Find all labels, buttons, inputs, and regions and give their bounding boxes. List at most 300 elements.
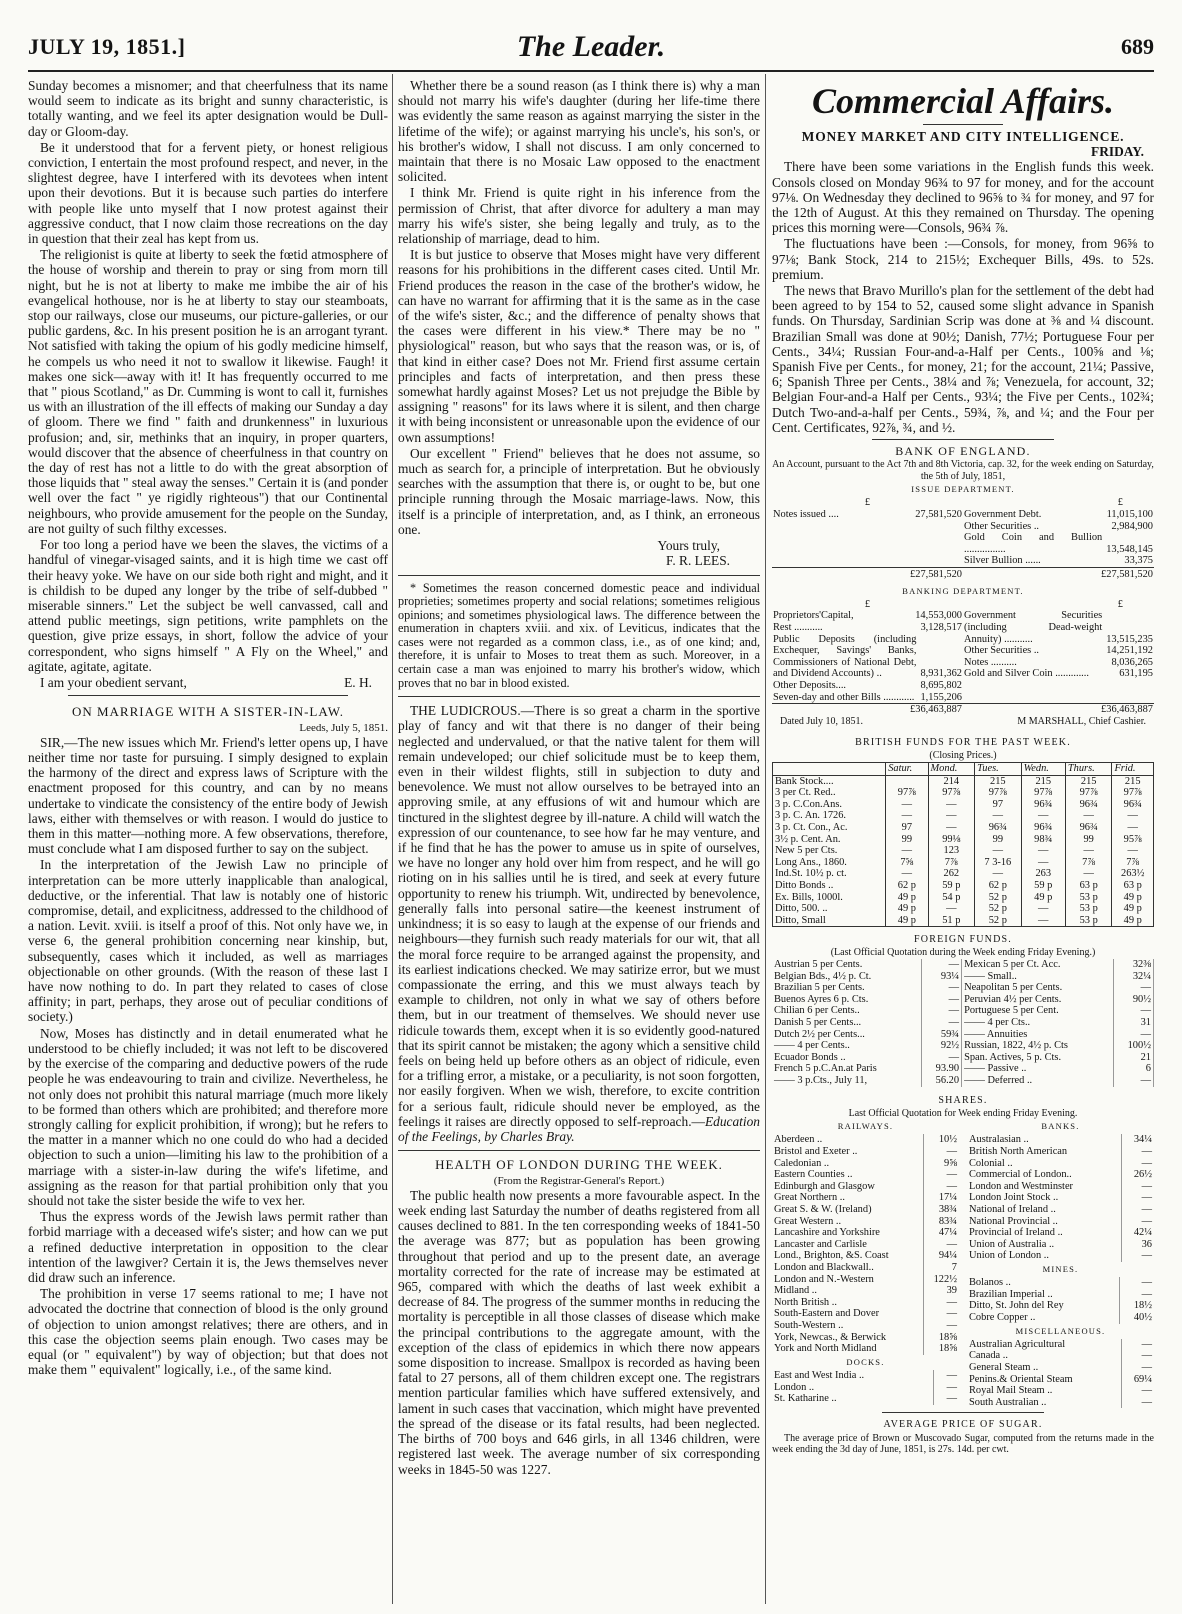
fund-price: — [1114, 1029, 1154, 1041]
table-row [772, 1216, 959, 1228]
table-row [967, 1204, 1154, 1216]
fund-name: Neapolitan 5 per Cents. [962, 982, 1114, 994]
column-rule [392, 74, 393, 1604]
fund-name: —— 4 per Cts.. [962, 1017, 1114, 1029]
price-cell: 49 p [1021, 892, 1065, 904]
share-name: Aberdeen .. [774, 1134, 823, 1146]
table-row [772, 1382, 959, 1394]
price-cell: 97⅞ [975, 787, 1022, 799]
table-heading: BANK OF ENGLAND. [895, 444, 1031, 459]
price-cell: 99⅛ [928, 834, 975, 846]
table-row [772, 1181, 959, 1193]
fund-name: —— Deferred .. [962, 1075, 1114, 1087]
column-header: Frid. [1112, 762, 1154, 775]
ledger-label: Government Securities (including Dead-weight Annuity) ........... [964, 610, 1103, 645]
price-cell: 54 p [928, 892, 975, 904]
shares-group-label: DOCKS. [846, 1356, 885, 1367]
paragraph: Whether there be a sound reason (as I think there is) why a man should not marry his wife's daughter (during her life-time there was evidently the same reason as against marrying the sister in the lifetime of the wife); or against marrying his uncle's, his son's, or his brother's widow, I shall not discuss. I am only concerned to maintain that there is no Mosaic Law opposed to the enactment solicited. [398, 78, 760, 185]
paragraph: For too long a period have we been the slaves, the victims of a handful of vinegar-visaged saints, and it is high time we cast off their heavy yoke. We have on our side both right and might, and it is childish to be duped any longer by the tribe of self-dubbed " miserable sinners." Let the subject be well canvassed, call and attend public meetings, sign petitions, write pamphlets on the question, give prize essays, in short, follow the advice of your correspondent, who signs himself " A Fly on the Wheel," and agitate, agitate, agitate. [28, 537, 388, 674]
table-row [772, 1169, 959, 1181]
share-price: 10½ [924, 1134, 959, 1146]
price-cell: — [928, 903, 975, 915]
paragraph: In the interpretation of the Jewish Law no principle of interpretation can be more utterly inapplicable than analogical, deductive, or the inferential. That law is notably one of historic compromise, detail, and explicitness, addressed to the childhood of a nation. Levit. xviii. is itself a proof of this. Not only have we, in verse 6, the general prohibition concerning near kinship, but, subsequently, cases which it included, as well as marriages objectionable on other grounds. (With the reason of these last I have now nothing to do. In part they related to cases of close affinity; in part, perhaps, they arose out of peculiar conditions of society.) [28, 857, 388, 1025]
foreign-funds-table [772, 959, 1154, 1087]
article-subheading: (From the Registrar-General's Report.) [493, 1175, 665, 1188]
share-price: — [924, 1320, 959, 1332]
fund-price: 56.20 [922, 1075, 962, 1087]
share-name: Lancaster and Carlisle [774, 1238, 867, 1250]
column-header: Satur. [886, 762, 928, 775]
fund-name: —— Small.. [962, 971, 1114, 983]
share-name: Royal Mail Steam .. [969, 1385, 1053, 1397]
ledger-value: 13,548,145 [1106, 543, 1153, 555]
fund-name: Span. Actives, 5 p. Cts. [962, 1052, 1114, 1064]
column-header [773, 762, 886, 775]
fund-price: 32⅜ [1114, 959, 1154, 971]
share-name: North British .. [774, 1296, 837, 1308]
share-price: — [1122, 1397, 1154, 1409]
table-row [967, 1146, 1154, 1158]
table-row [772, 982, 1154, 994]
share-name: Bolanos .. [969, 1277, 1011, 1289]
price-cell: 53 p [1065, 903, 1112, 915]
share-name: Union of London .. [969, 1250, 1049, 1262]
table-row [772, 1005, 1154, 1017]
table-row [772, 1274, 959, 1286]
fund-price: 93¼ [922, 971, 962, 983]
price-cell: 96¾ [1065, 799, 1112, 811]
table-row [772, 1146, 959, 1158]
share-price: 7 [924, 1262, 959, 1274]
article-heading: ON MARRIAGE WITH A SISTER-IN-LAW. [71, 704, 345, 720]
docks-list [772, 1370, 959, 1405]
price-cell: 97⅞ [1065, 787, 1112, 799]
stock-name: Ditto Bonds .. [773, 880, 886, 892]
price-cell: 215 [1065, 775, 1112, 787]
share-name: Australasian .. [969, 1134, 1029, 1146]
fund-name: Belgian Bds., 4½ p. Ct. [772, 971, 922, 983]
price-cell: 49 p [1112, 915, 1154, 927]
share-price: 69¼ [1122, 1374, 1154, 1386]
share-name: Penins.& Oriental Steam [969, 1373, 1073, 1385]
share-price: 26½ [1122, 1169, 1154, 1181]
table-row [773, 880, 1154, 892]
ledger-row [964, 668, 1153, 680]
ledger-value: 8,036,265 [1111, 656, 1153, 668]
table-row [967, 1362, 1154, 1374]
share-price: 9⅝ [924, 1158, 959, 1170]
price-cell: 62 p [975, 880, 1022, 892]
share-price: — [924, 1181, 959, 1193]
fund-price: 32¼ [1114, 971, 1154, 983]
price-cell: — [1065, 845, 1112, 857]
fund-price: 92½ [922, 1040, 962, 1052]
share-price: 122½ [924, 1274, 959, 1286]
share-name: London and Blackwall.. [774, 1261, 874, 1273]
share-name: London .. [774, 1381, 815, 1393]
ledger-label: Seven-day and other Bills ............ [773, 691, 915, 703]
ledger-label: Other Securities .. [964, 645, 1040, 657]
ledger-label: Other Deposits.... [773, 679, 847, 691]
table-row [773, 845, 1154, 857]
pound-sign: £ [864, 497, 871, 509]
divider [923, 124, 1003, 125]
price-cell: 97⅞ [1112, 787, 1154, 799]
stock-name: Ind.St. 10½ p. ct. [773, 868, 886, 880]
signature-valediction: Yours truly, [657, 538, 720, 554]
table-row [773, 892, 1154, 904]
share-name: Bristol and Exeter .. [774, 1146, 858, 1158]
stock-name: 3 p. Ct. Con., Ac. [773, 822, 886, 834]
price-cell: 96¾ [1112, 799, 1154, 811]
paragraph: Thus the express words of the Jewish laws permit rather than forbid marriage with a deceased wife's sister; and how can we put a refined deductive interpretation in opposition to the clear intention of the lawgiver? Certain it is, the Jews themselves never did draw such an inference. [28, 1209, 388, 1285]
fund-name: Peruvian 4½ per Cents. [962, 994, 1114, 1006]
table-row [967, 1227, 1154, 1239]
ledger-value: 13,515,235 [1106, 633, 1153, 645]
fund-name: Portuguese 5 per Cent. [962, 1005, 1114, 1017]
share-price: — [1122, 1158, 1154, 1170]
table-row [772, 1308, 959, 1320]
ledger-label: Other Securities .. [964, 520, 1040, 532]
ledger-row [964, 521, 1153, 533]
stock-name: Bank Stock.... [773, 775, 886, 787]
fund-price: — [1114, 982, 1154, 994]
table-row [772, 1063, 1154, 1075]
table-row [772, 1158, 959, 1170]
fund-name: Russian, 1822, 4½ p. Cts [962, 1040, 1114, 1052]
letter-signature [28, 675, 388, 690]
paragraph: Now, Moses has distinctly and in detail enumerated what he understood to be chiefly included; it was not left to be discovered by the exercise of the comparing and deductive powers of the rude people he was endeavouring to train and civilize. Nevertheless, he not only does not prohibit this natural marriage (much more likely to be formed than others which are prohibited; and therefore more strongly calling for explicit prohibition, if wrong); but he refers to the matter in a manner which no one could do who had a decided objection to such a union—limiting his law to the prohibition of a marriage with a sister-in-law during the wife's lifetime, and assigning as the reason for that partial prohibition only that you should not take the sister beside the wife to vex her. [28, 1025, 388, 1208]
liabilities-list [773, 610, 962, 703]
table-row [772, 994, 1154, 1006]
price-cell: — [1021, 857, 1065, 869]
price-cell: — [886, 868, 928, 880]
price-cell: 123 [928, 845, 975, 857]
price-cell: 49 p [886, 915, 928, 927]
share-name: Great Western .. [774, 1215, 842, 1227]
ledger-value: 33,375 [1124, 555, 1153, 567]
shares-table [772, 1119, 1154, 1408]
ledger-label: Government Debt. [964, 509, 1042, 521]
paragraph: The prohibition in verse 17 seems rational to me; I have not advocated the doctrine that connection of blood is the only ground of objection to union amongst relatives; there are others, and in this case the objection seems plain enough. Two cases may be equal (or " equivalent") by way of objection; but that does not make them " equivalent" logically, i.e., of the same kind. [28, 1286, 388, 1378]
price-cell: — [1021, 810, 1065, 822]
price-cell: 52 p [975, 915, 1022, 927]
stock-name: 3½ p. Cent. An. [773, 834, 886, 846]
share-name: St. Katharine .. [774, 1393, 837, 1405]
price-cell: 49 p [886, 903, 928, 915]
table-row [772, 971, 1154, 983]
share-name: East and West India .. [774, 1369, 865, 1381]
share-price: — [1122, 1385, 1154, 1397]
ledger-row [773, 692, 962, 704]
column-1 [28, 78, 388, 1378]
paragraph: It is but justice to observe that Moses might have very different reasons for his prohibitions in the different cases cited. Until Mr. Friend produces the reason in the case of the brother's widow, he can have no warrant for affirming that it is the same as in the case of the wife's sister, &c.; and the difference of penalty shows that the cases were different in his view.* There may be no " physiological" reason, but who says that the reason was, or is, of that kind in either case? Does not Mr. Friend first assume certain principles and facts of interpretation, and then press these somewhat hardly against Moses? Let us not prejudge the Bible by assigning " reasons" for its laws where it is silent, and then charge it with being inconsistent or unreasonable upon the evidence of our own assumptions! [398, 247, 760, 445]
pound-sign: £ [1117, 497, 1123, 509]
table-intro: An Account, pursuant to the Act 7th and 8th Victoria, cap. 32, for the week ending on Saturday, the 5th of July, 1851, [772, 459, 1154, 482]
table-row [772, 1052, 1154, 1064]
paragraph: There have been some variations in the English funds this week. Consols closed on Monday 96¾ to 97 for money, and for the account 97⅛. On Wednesday they declined to 96⅝ to ¾ for money, and 97 for the 12th of August. At this they remained on Thursday. The opening prices this morning were—Consols, 96¾ ⅞. [772, 159, 1154, 236]
table-row [967, 1158, 1154, 1170]
price-cell: — [1021, 845, 1065, 857]
ledger-label: Public Deposits (including Exchequer, Savings' Banks, Commissioners of National Debt, and Dividend Accounts) .. [773, 633, 917, 680]
ledger-row [964, 657, 1153, 669]
price-cell: 52 p [975, 903, 1022, 915]
table-row [773, 857, 1154, 869]
paragraph: The fluctuations have been :—Consols, for money, from 96⅝ to 97⅛; Bank Stock, 214 to 215½; Exchequer Bills, 49s. to 52s. premium. [772, 236, 1154, 282]
ledger-label: Proprietors'Capital, [773, 610, 854, 622]
fund-price: — [1114, 1005, 1154, 1017]
ledger-value: 14,251,192 [1106, 645, 1153, 657]
ledger-row [964, 532, 1153, 555]
paragraph: Our excellent " Friend" believes that he does not assume, so much as search for, a principle of interpretation. But he obviously searches with the assumption that there is, or ought to be, but one principle running through the Mosaic marriage-laws. Now, this itself is a principle of interpretation, and, as I think, an erroneous one. [398, 445, 760, 537]
share-price: — [924, 1169, 959, 1181]
table-row [772, 1320, 959, 1332]
paragraph: THE LUDICROUS.—There is so great a charm in the sportive play of fancy and wit that there is no danger of their being neglected and undervalued, or that the native talent for them will remain undeveloped; our chief solicitude must be to keep them, even in their wildest flights, still in subjection to duty and benevolence. We must not allow ourselves to be betrayed into an approving smile, at any effusions of wit and humour which are tinctured in the slightest degree by ill-nature. A child will watch the expression of our countenance, to see how far he may venture, and if he find that he has the power to amuse us in spite of ourselves, we have no longer any hold over him from respect, and he will go rioting on in his sallies until he is tired, and seek at every future opportunity to renew his triumph. Wit, undirected by benevolence, generally falls into personal satire—the keenest instrument of unkindness; it is so easy to laugh at the expense of our friends and neighbours—they furnish such ready materials for our wit, that all the moral force require to be arranged against the propensity, and its earliest indications checked. We may satirize error, but we must compassionate the erring, and this we must always teach by example to children, not only in what we say of others before them, but in our treatment of themselves. We should never use ridicule towards them, except when it is so evidently good-natured that its spirit cannot be mistaken; the agony which a sensitive child feels on being held up before others as an object of ridicule, even for a trifling error, a mistake, or a peculiarity, is not soon forgotten, nor easily forgiven. When we wish, therefore, to excite contrition for a serious fault, ridicule should never be employed, as the feelings it raises are directly opposed to self-reproach.—Education of the Feelings, by Charles Bray. [398, 703, 761, 1144]
fund-price: — [922, 1052, 962, 1064]
stock-name: Long Ans., 1860. [773, 857, 886, 869]
fund-name: —— 3 p.Cts., July 11, [772, 1075, 922, 1087]
fund-price: — [922, 982, 962, 994]
column-header: Mond. [928, 762, 975, 775]
column-2 [398, 78, 760, 1478]
price-cell: 214 [928, 775, 975, 787]
signature-name: E. H. [344, 674, 372, 690]
price-cell: 52 p [975, 892, 1022, 904]
price-cell: — [1112, 845, 1154, 857]
share-price: 18⅝ [924, 1343, 959, 1355]
price-cell: 262 [928, 868, 975, 880]
table-row [772, 1227, 959, 1239]
price-cell: 51 p [928, 915, 975, 927]
ledger-label: Gold and Silver Coin ............. [964, 668, 1089, 680]
price-cell: — [975, 845, 1022, 857]
department-label: BANKING DEPARTMENT. [902, 585, 1024, 596]
ledger-row [964, 555, 1153, 567]
share-price: 34¼ [1122, 1134, 1154, 1146]
share-price: — [1122, 1216, 1154, 1228]
price-cell: 59 p [1021, 880, 1065, 892]
paragraph: Sunday becomes a misnomer; and that cheerfulness that its name would seem to indicate as its bright and sunny characteristic, is totally wanting, and we feel its apter designation would be Dull-day or Gloom-day. [28, 78, 388, 139]
price-cell: 7⅞ [1065, 857, 1112, 869]
share-name: South-Western .. [774, 1319, 844, 1331]
paragraph: I think Mr. Friend is quite right in his inference from the permission of Christ, that after divorce for adultery a man may marry his wife's sister, she being legally and truly, as to the relationship of marriage, dead to him. [398, 185, 760, 247]
price-cell: — [928, 822, 975, 834]
stock-name: Ditto, Small [773, 915, 886, 927]
share-price: 40½ [1119, 1312, 1154, 1324]
share-price: — [934, 1370, 959, 1382]
fund-price: 100½ [1114, 1040, 1154, 1052]
divider [398, 696, 760, 697]
column-3 [772, 78, 1154, 1457]
price-cell: 99 [1065, 834, 1112, 846]
share-name: Canada .. [969, 1350, 1008, 1362]
fund-name: Brazilian 5 per Cents. [772, 982, 922, 994]
share-price: 36 [1122, 1239, 1154, 1251]
price-cell: 49 p [1112, 903, 1154, 915]
railways-list [772, 1134, 959, 1354]
price-cell: — [886, 799, 928, 811]
masthead [28, 28, 1154, 68]
fund-name: —— Annuities [962, 1029, 1114, 1041]
share-price: — [1122, 1350, 1154, 1362]
run-in-heading: THE LUDICROUS. [410, 703, 521, 719]
price-cell: 63 p [1065, 880, 1112, 892]
banking-department-table: £ Proprietors'Capital, 14,553,000 Rest ........... 3,128,517 Public Deposits (including Exchequer, Savings' Banks, Commissioners of National Debt, and Dividend Accounts) .. 8,931,362 Other Deposits.... 8,695,802 Seven-day and other Bills ............ 1,155,206 £ Government Securities (including Dead-weight Annuity) ........... 13,515,235 Other Securities .. 14,251,192 Notes .......... 8,036,265 Gold and Silver Coin ............. 631,195 £36,463,887 £36,463,887 [773, 598, 1153, 716]
shares-group-label: MINES. [1042, 1263, 1079, 1274]
fund-price: 6 [1114, 1063, 1154, 1075]
article-heading: HEALTH OF LONDON DURING THE WEEK. [435, 1157, 723, 1173]
shares-group-label: RAILWAYS. [837, 1121, 894, 1132]
fund-price: — [922, 1017, 962, 1029]
page-number: 689 [1121, 34, 1154, 59]
share-name: Great S. & W. (Ireland) [774, 1203, 872, 1215]
share-name: Provincial of Ireland .. [969, 1227, 1063, 1239]
share-price: — [924, 1297, 959, 1309]
share-name: Eastern Counties .. [774, 1169, 853, 1181]
issue-date: JULY 19, 1851.] [28, 34, 186, 59]
price-cell: 99 [975, 834, 1022, 846]
price-cell: — [886, 845, 928, 857]
paragraph: The average price of Brown or Muscovado Sugar, computed from the returns made in the week ending the 3d day of June, 1851, is 27s. 14d. per cwt. [772, 1432, 1154, 1455]
price-cell: 263 [1021, 868, 1065, 880]
share-price: — [1122, 1250, 1154, 1262]
price-cell: 97 [886, 822, 928, 834]
table-row [967, 1300, 1154, 1312]
share-name: National of Ireland .. [969, 1203, 1056, 1215]
fund-name: —— Passive .. [962, 1063, 1114, 1075]
table-row [773, 775, 1154, 787]
footnote: * Sometimes the reason concerned domestic peace and individual proprieties; sometimes property and social relations; sometimes religious opinions; and sometimes physiological laws. The difference between the enumeration in chapters xviii. and xix. of Leviticus, indicates that the cases were not regarded as a common class, i.e., as of one kind; and, therefore, it is unfair to Moses to treat them as such. Moreover, in a certain case a man was enjoined to marry his brother's widow, which proves that no bar in blood existed. [398, 580, 760, 690]
table-heading: SHARES. [938, 1094, 988, 1106]
pound-sign: £ [1117, 598, 1123, 610]
share-price: 18⅝ [924, 1332, 959, 1344]
divider [872, 439, 1054, 440]
share-price: — [1119, 1289, 1154, 1301]
table-row [773, 868, 1154, 880]
table-row [772, 1204, 959, 1216]
share-name: York, Newcas., & Berwick [774, 1331, 887, 1343]
table-row [967, 1289, 1154, 1301]
price-cell: 215 [1112, 775, 1154, 787]
ledger-value: 8,931,362 [920, 668, 962, 680]
fund-name: Chilian 6 per Cents.. [772, 1005, 922, 1017]
share-price: 17¼ [924, 1192, 959, 1204]
price-cell: — [928, 799, 975, 811]
ledger-row [773, 680, 962, 692]
table-row [967, 1181, 1154, 1193]
banks-list [967, 1134, 1154, 1262]
price-cell: 97⅞ [886, 787, 928, 799]
share-name: Ditto, St. John del Rey [969, 1300, 1064, 1312]
bank-signoff: Dated July 10, 1851. M MARSHALL, Chief Cashier. [780, 715, 1146, 727]
newspaper-title: The Leader. [516, 30, 666, 63]
ledger-row [773, 634, 962, 680]
share-price: — [924, 1146, 959, 1158]
table-row [773, 822, 1154, 834]
share-price: — [1122, 1204, 1154, 1216]
table-heading: FOREIGN FUNDS. [914, 934, 1012, 946]
fund-name: Dutch 2½ per Cents... [772, 1029, 922, 1041]
ledger-row [964, 645, 1153, 657]
table-row [967, 1134, 1154, 1146]
ledger-value: 1,155,206 [920, 691, 962, 703]
price-cell: — [1112, 810, 1154, 822]
table-heading: BRITISH FUNDS FOR THE PAST WEEK. [855, 737, 1071, 749]
table-row [967, 1350, 1154, 1362]
table-row [772, 1393, 959, 1405]
price-cell: 49 p [886, 892, 928, 904]
share-price: 47¼ [924, 1227, 959, 1239]
miscellaneous-list [967, 1339, 1154, 1409]
ledger-value: 3,128,517 [920, 622, 962, 634]
price-cell: — [975, 868, 1022, 880]
share-price: — [1122, 1181, 1154, 1193]
share-name: General Steam .. [969, 1361, 1039, 1373]
fund-name: French 5 p.C.An.at Paris [772, 1063, 922, 1075]
share-price: — [924, 1308, 959, 1320]
ledger-row [773, 610, 962, 622]
table-row [773, 799, 1154, 811]
issue-department-table: £ Notes issued .... 27,581,520 £ Government Debt. 11,015,100 Other Securities .. 2,984,900 Gold Coin and Bullion ................ 13,548,145 Silver Bullion ...... 33,375 £27,581,520 £27,581,520 [773, 497, 1153, 581]
price-cell: 53 p [1065, 915, 1112, 927]
fund-name: Buenos Ayres 6 p. Cts. [772, 994, 922, 1006]
price-cell: 263½ [1112, 868, 1154, 880]
table-row [772, 1370, 959, 1382]
price-cell: — [1112, 822, 1154, 834]
table-subheading: (Closing Prices.) [929, 750, 997, 762]
paragraph: The news that Bravo Murillo's plan for the settlement of the debt had been agreed to by 154 to 52, caused some slight advance in Spanish funds. On Thursday, Sardinian Scrip was done at ⅜ and ¼ discount. Brazilian Small was done at 90½; Danish, 77½; Portuguese Four per Cents., 34¼; Russian Four-and-a-Half per Cents., 100⅝ and ⅛; Spanish Five per Cents., for money, 21; for the account, 21¼; Passive, 6; Spanish Three per Cents., 38¼ and ⅞; Venezuela, for account, 32; Belgian Four-and-a Half per Cents., 93¼; the Five per Cents., 102¾; Dutch Two-and-a-half per Cents., 59¾, ⅞, and ¼; and the Four per Cent. Certificates, 92⅞, ¾, and ½. [772, 283, 1154, 435]
price-cell: — [1021, 903, 1065, 915]
ledger-value: 11,015,100 [1106, 509, 1153, 521]
price-cell: — [886, 810, 928, 822]
signature-valediction: I am your obedient servant, [40, 674, 187, 690]
share-price: — [1122, 1192, 1154, 1204]
stock-name: 3 p. C.Con.Ans. [773, 799, 886, 811]
price-cell: 62 p [886, 880, 928, 892]
ledger-label: Gold Coin and Bullion ................ [964, 532, 1103, 555]
table-row [772, 1297, 959, 1309]
share-price: 39 [924, 1285, 959, 1297]
price-cell [886, 775, 928, 787]
table-row [772, 1192, 959, 1204]
column-header: Tues. [975, 762, 1022, 775]
ledger-label: Silver Bullion ...... [964, 555, 1041, 567]
price-cell: 63 p [1112, 880, 1154, 892]
table-row [772, 1262, 959, 1274]
shares-group-label: MISCELLANEOUS. [1015, 1325, 1106, 1336]
stock-name: New 5 per Cts. [773, 845, 886, 857]
table-subheading: (Last Official Quotation during the Week ending Friday Evening.) [830, 947, 1096, 959]
share-name: London Joint Stock .. [969, 1192, 1059, 1204]
table-row [967, 1216, 1154, 1228]
price-cell: 96¾ [1021, 822, 1065, 834]
table-row [772, 1029, 1154, 1041]
column-rule [765, 74, 766, 1604]
fund-price: 93.90 [922, 1063, 962, 1075]
divider [68, 695, 348, 696]
paragraph: Be it understood that for a fervent piety, or honest religious conviction, I entertain the most profound respect, and never, in the slightest degree, have I interfered with its devotees when intent upon their devotions. But it is because such parties do interfere with people like unto myself that I now protest against their aggressive conduct, that I now claim those recreations on the day in question that their zeal has kept from us. [28, 139, 388, 247]
ledger-label: Notes .......... [964, 656, 1017, 668]
table-row [967, 1250, 1154, 1262]
price-cell: 215 [975, 775, 1022, 787]
fund-price: — [922, 994, 962, 1006]
table-row [772, 1134, 959, 1146]
price-cell: 7⅞ [928, 857, 975, 869]
stock-name: Ditto, 500. .. [773, 903, 886, 915]
table-row [773, 915, 1154, 927]
share-name: Australian Agricultural [969, 1338, 1066, 1350]
share-name: South Australian .. [969, 1396, 1047, 1408]
